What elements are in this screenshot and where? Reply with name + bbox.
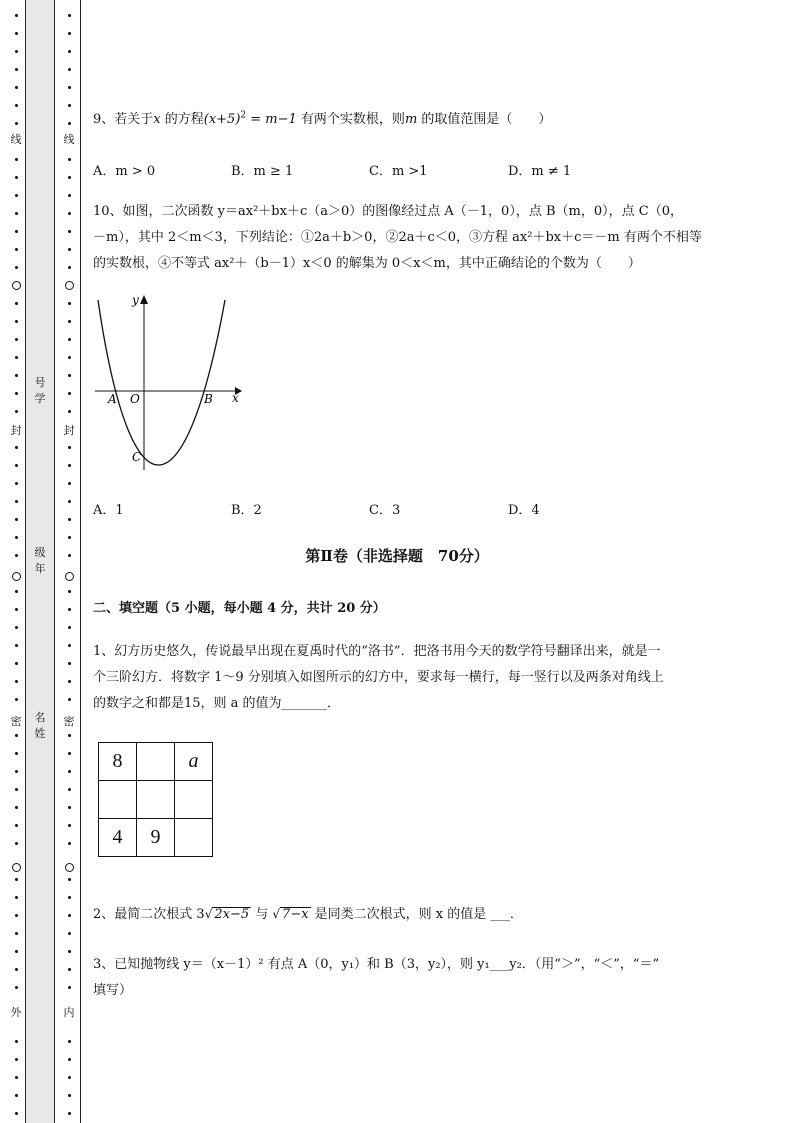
q10-line-2: －m），其中 2＜m＜3，下列结论：①2a＋b＞0，②2a＋c＜0，③方程 ax²＋bx＋c＝－m 有两个不相等 [93,230,702,245]
margin-dot [15,1112,18,1115]
margin-dot [15,824,18,827]
magic-row [99,781,213,819]
margin-dot [68,752,71,755]
q10-line-3: 的实数根，④不等式 ax²＋（b－1）x＜0 的解集为 0＜x＜m，其中正确结论的个数为（ ） [93,256,641,271]
margin-dot [15,266,18,269]
margin-dot [15,950,18,953]
margin-dot [68,230,71,233]
q9-option-a[interactable]: A．m > 0 [93,164,156,179]
q10-option-d[interactable]: D．4 [508,503,540,518]
margin-dot [68,932,71,935]
f2-question [93,903,523,922]
margin-dot [15,932,18,935]
margin-dot [68,968,71,971]
margin-dot [68,50,71,53]
margin-dot [15,176,18,179]
graph-label-b: B [204,392,213,406]
margin-dot [15,1076,18,1079]
margin-dot [68,590,71,593]
margin-dot [15,500,18,503]
margin-dot [68,770,71,773]
f1-line-2: 个三阶幻方．将数字 1～9 分别填入如图所示的幻方中，要求每一横行，每一竖行以及两条对角线上 [93,670,664,685]
margin-dot [15,608,18,611]
margin-circle [65,572,74,581]
sqrt-sign: √ [272,907,281,921]
margin-dot [15,968,18,971]
margin-dot [68,68,71,71]
margin-dot [15,464,18,467]
parabola-graph [90,290,250,475]
margin-dot [68,1076,71,1079]
margin-dot [68,266,71,269]
margin-dot [68,626,71,629]
margin-dot [15,302,18,305]
sqrt-sign: √ [204,907,213,921]
margin-dot [68,896,71,899]
margin-dot [15,734,18,737]
margin-dot [15,842,18,845]
magic-cell: a [175,743,213,781]
margin-dot [15,194,18,197]
magic-cell [175,781,213,819]
margin-dot [68,698,71,701]
magic-cell [137,743,175,781]
margin-dot [15,1094,18,1097]
graph-label-y: y [132,293,139,307]
q9-exponent: 2 [240,110,247,121]
margin-dot [15,338,18,341]
margin-dot [68,482,71,485]
magic-row [99,743,213,781]
margin-dot [68,194,71,197]
right-char-xian: 线 [63,133,75,146]
margin-dot [15,536,18,539]
f1-line-3: 的数字之和都是15，则 a 的值为_______． [93,696,341,711]
margin-dot [68,14,71,17]
f2-text: 与 [251,907,273,922]
q10-option-a[interactable]: A．1 [93,503,124,518]
q9-option-c[interactable]: C．m >1 [369,164,428,179]
margin-circle [65,281,74,290]
margin-dot [68,86,71,89]
left-char-mi: 密 [10,715,22,728]
magic-cell [175,819,213,857]
graph-label-c: C [132,450,142,464]
q9-var-x: x [153,112,161,127]
margin-circle [12,572,21,581]
left-char-feng: 封 [10,424,22,437]
margin-dot [68,158,71,161]
margin-dot [68,950,71,953]
margin-dot [68,518,71,521]
margin-dot [68,320,71,323]
margin-dot [15,986,18,989]
magic-row [99,819,213,857]
margin-dot [15,86,18,89]
margin-dot [15,410,18,413]
margin-dot [15,896,18,899]
margin-dot [68,464,71,467]
right-char-mi: 密 [63,715,75,728]
margin-dot [68,806,71,809]
margin-dot [15,158,18,161]
margin-circle [65,863,74,872]
margin-dot [68,824,71,827]
f2-radicand-1: 2x−5 [214,907,250,922]
margin-dot [68,986,71,989]
q10-line-1: 10、如图，二次函数 y＝ax²＋bx＋c（a＞0）的图像经过点 A（－1，0），点 B（m，0），点 C（0， [93,204,683,219]
q9-text: 的取值范围是（ ） [417,112,552,127]
margin-dot [68,338,71,341]
magic-cell [137,781,175,819]
q9-var-m: m [404,112,418,127]
margin-dot [15,770,18,773]
part-2-title: 第Ⅱ卷（非选择题 70分） [305,547,489,565]
graph-label-x: x [232,391,239,405]
margin-dot [15,356,18,359]
margin-dot [15,212,18,215]
margin-dot [15,446,18,449]
q9-equation: (x+5) [203,112,241,127]
margin-dot [68,248,71,251]
margin-dot [15,50,18,53]
q9-text: 的方程 [160,112,204,127]
name-label: 名 姓 [34,711,46,740]
margin-dot [15,662,18,665]
margin-dot [15,626,18,629]
q10-option-b[interactable]: B．2 [231,503,262,518]
margin-dot [15,788,18,791]
margin-dot [15,68,18,71]
margin-dot [68,662,71,665]
margin-dot [15,698,18,701]
section-fill-blank-heading: 二、填空题（5 小题，每小题 4 分，共计 20 分） [93,601,386,616]
left-char-wai: 外 [10,1006,22,1019]
q9-option-b[interactable]: B．m ≥ 1 [231,164,294,179]
margin-dot [68,212,71,215]
question-9 [93,108,551,127]
margin-dot [15,32,18,35]
q9-text: 9、若关于 [93,112,154,127]
margin-dot [68,446,71,449]
margin-dot [15,914,18,917]
margin-dot [68,914,71,917]
margin-dot [15,1040,18,1043]
margin-dot [68,374,71,377]
margin-dot [15,248,18,251]
margin-dot [68,878,71,881]
magic-cell: 9 [137,819,175,857]
margin-dot [68,788,71,791]
margin-dot [68,644,71,647]
f1-line-1: 1、幻方历史悠久，传说最早出现在夏禹时代的“洛书”．把洛书用今天的数学符号翻译出来，就是一 [93,644,661,659]
f3-line-2: 填写） [93,983,133,998]
margin-dot [15,122,18,125]
magic-cell: 8 [99,743,137,781]
magic-square [98,742,213,857]
margin-dot [15,104,18,107]
graph-label-o: O [130,392,140,406]
margin-dot [15,14,18,17]
margin-dot [15,1058,18,1061]
margin-dot [15,230,18,233]
left-char-xian: 线 [10,133,22,146]
margin-dot [15,518,18,521]
margin-dot [68,1040,71,1043]
f2-text: 是同类二次根式，则 x 的值是 ___． [310,907,523,922]
margin-dot [68,608,71,611]
margin-dot [68,176,71,179]
margin-dot [68,734,71,737]
right-char-nei: 内 [63,1006,75,1019]
y-axis-arrow [140,295,148,304]
margin-dot [15,680,18,683]
f2-radicand-2: 7−x [282,907,309,922]
student-id-label: 号 学 [34,376,46,405]
margin-dot [68,122,71,125]
margin-dot [15,806,18,809]
margin-dot [68,1094,71,1097]
magic-cell [99,781,137,819]
margin-circle [12,863,21,872]
parabola-curve [98,300,225,465]
f2-text: 2、最简二次根式 3 [93,907,205,922]
q10-option-c[interactable]: C．3 [369,503,401,518]
f3-line-1: 3、已知抛物线 y＝（x－1）² 有点 A（0，y₁）和 B（3，y₂），则 y₁___y₂．（用“＞”，“＜”，“＝” [93,957,660,972]
margin-dot [68,500,71,503]
margin-dot [68,1112,71,1115]
margin-dot [15,392,18,395]
margin-dot [68,392,71,395]
margin-dot [15,878,18,881]
right-char-feng: 封 [63,424,75,437]
margin-dot [68,410,71,413]
magic-cell: 4 [99,819,137,857]
margin-dot [68,680,71,683]
margin-dot [68,302,71,305]
margin-dot [15,320,18,323]
margin-dot [15,374,18,377]
margin-dot [68,1058,71,1061]
margin-dot [15,590,18,593]
q9-text: 有两个实数根，则 [296,112,405,127]
margin-circle [12,281,21,290]
margin-dot [15,644,18,647]
grade-label: 级 年 [34,546,46,575]
margin-dot [15,482,18,485]
margin-dot [15,752,18,755]
graph-label-a: A [108,392,117,406]
margin-dot [68,32,71,35]
q9-equation-rhs: = m−1 [246,112,297,127]
margin-dot [68,536,71,539]
margin-dot [68,104,71,107]
margin-dot [68,356,71,359]
margin-dot [68,842,71,845]
q9-option-d[interactable]: D．m ≠ 1 [508,164,572,179]
